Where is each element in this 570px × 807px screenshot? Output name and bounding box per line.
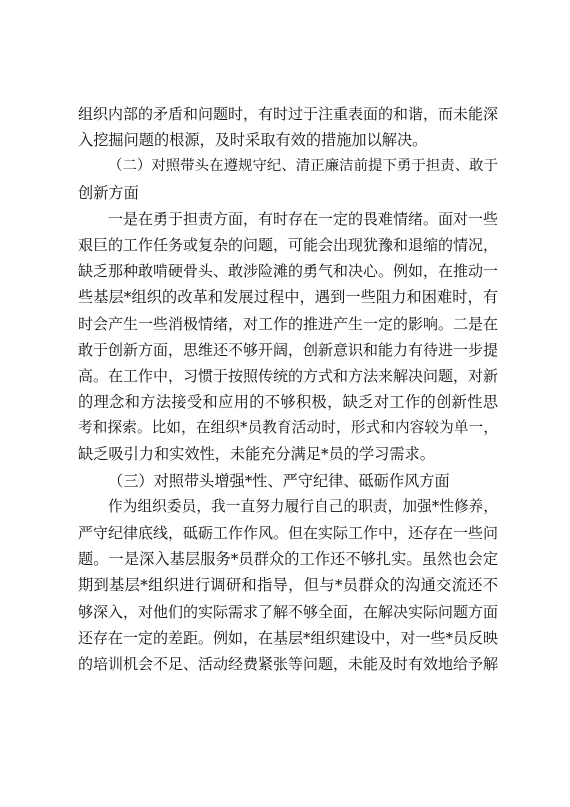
text-line: 一是在勇于担责方面，有时存在一定的畏难情绪。面对一些 <box>108 209 499 228</box>
text-line: 高。在工作中，习惯于按照传统的方式和方法来解决问题，对新 <box>78 366 499 385</box>
text-line: 艰巨的工作任务或复杂的问题，可能会出现犹豫和退缩的情况， <box>78 235 499 254</box>
text-line: 入挖掘问题的根源，及时采取有效的措施加以解决。 <box>78 131 428 150</box>
section-heading-line: （三）对照带头增强*性、严守纪律、砥砺作风方面 <box>108 471 450 490</box>
text-line: 够深入，对他们的实际需求了解不够全面，在解决实际问题方面 <box>78 602 499 621</box>
section-heading-line: 创新方面 <box>78 183 139 202</box>
text-line: 缺乏吸引力和实效性，未能充分满足*员的学习需求。 <box>78 445 435 464</box>
text-line: 组织内部的矛盾和问题时，有时过于注重表面的和谐，而未能深 <box>78 105 499 123</box>
text-line: 缺乏那种敢啃硬骨头、敢涉险滩的勇气和决心。例如，在推动一 <box>78 262 499 281</box>
document-body <box>78 101 498 677</box>
text-line: 题。一是深入基层服务*员群众的工作还不够扎实。虽然也会定 <box>78 550 498 569</box>
text-line: 期到基层*组织进行调研和指导，但与*员群众的沟通交流还不 <box>78 576 498 595</box>
text-line: 考和探索。比如，在组织*员教育活动时，形式和内容较为单一， <box>78 419 498 437</box>
text-line: 些基层*组织的改革和发展过程中，遇到一些阻力和困难时，有 <box>78 288 498 307</box>
text-line: 的理念和方法接受和应用的不够积极，缺乏对工作的创新性思 <box>78 393 498 412</box>
text-line: 作为组织委员，我一直努力履行自己的职责，加强*性修养， <box>108 497 498 515</box>
section-heading-line: （二）对照带头在遵规守纪、清正廉洁前提下勇于担责、敢于 <box>108 158 498 175</box>
text-line: 时会产生一些消极情绪，对工作的推进产生一定的影响。二是在 <box>78 314 499 333</box>
text-line: 敢于创新方面，思维还不够开阔，创新意识和能力有待进一步提 <box>78 340 499 359</box>
text-line: 的培训机会不足、活动经费紧张等问题，未能及时有效地给予解 <box>78 654 499 673</box>
text-line: 严守纪律底线，砥砺工作作风。但在实际工作中，还存在一些问 <box>78 524 499 542</box>
text-line: 还存在一定的差距。例如，在基层*组织建设中，对一些*员反映 <box>78 628 499 647</box>
